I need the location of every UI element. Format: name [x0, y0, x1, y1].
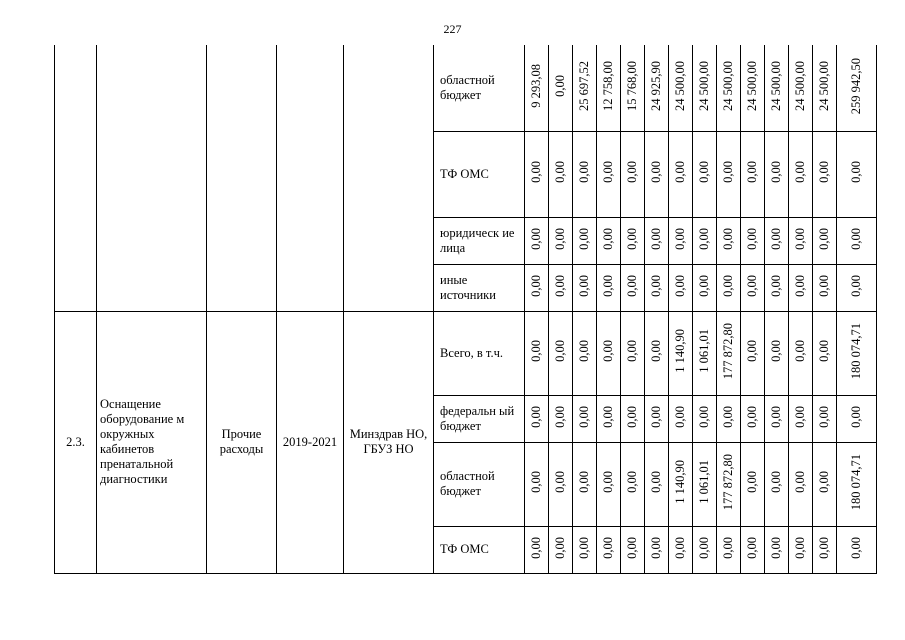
number-cell — [55, 45, 97, 311]
value-text: 0,00 — [849, 161, 863, 183]
value-text: 0,00 — [601, 274, 615, 297]
value-text: 0,00 — [745, 161, 759, 183]
value-text: 0,00 — [601, 161, 615, 183]
source-cell — [434, 45, 525, 131]
value-cell — [765, 45, 789, 131]
value-text: 0,00 — [529, 340, 543, 362]
value-cell — [813, 395, 837, 442]
value-text: 24 500,00 — [745, 60, 759, 111]
value-cell — [693, 217, 717, 264]
value-text: 0,00 — [577, 227, 591, 250]
value-text: 0,00 — [817, 405, 831, 428]
value-text: 0,00 — [745, 340, 759, 362]
value-text: 0,00 — [769, 405, 783, 428]
value-text: 0,00 — [793, 227, 807, 250]
value-text: 0,00 — [601, 536, 615, 559]
value-cell — [525, 442, 549, 526]
value-text: 0,00 — [817, 274, 831, 297]
expense-type-text: Прочие расходы — [219, 427, 264, 456]
value-cell — [717, 264, 741, 311]
value-cell — [597, 526, 621, 573]
value-cell — [549, 131, 573, 217]
value-text: 0,00 — [553, 274, 567, 297]
value-text: 0,00 — [721, 536, 735, 559]
value-cell — [621, 45, 645, 131]
value-text: 0,00 — [553, 536, 567, 559]
value-text: 0,00 — [553, 340, 567, 362]
value-text: 24 500,00 — [721, 60, 735, 111]
value-text: 0,00 — [817, 471, 831, 493]
value-text: 25 697,52 — [577, 60, 591, 111]
value-text: 24 500,00 — [697, 60, 711, 111]
value-text: 1 140,90 — [673, 460, 687, 504]
value-text: 0,00 — [849, 536, 863, 559]
value-text: 0,00 — [721, 161, 735, 183]
value-text: 0,00 — [769, 471, 783, 493]
value-cell — [813, 311, 837, 395]
value-cell — [741, 131, 765, 217]
value-text: 0,00 — [793, 536, 807, 559]
value-text: 0,00 — [849, 227, 863, 250]
value-text: 0,00 — [529, 405, 543, 428]
value-cell — [717, 45, 741, 131]
source-cell — [434, 131, 525, 217]
value-text: 0,00 — [793, 405, 807, 428]
value-cell — [621, 311, 645, 395]
value-text: 0,00 — [553, 161, 567, 183]
value-cell — [573, 264, 597, 311]
value-text: 1 140,90 — [673, 329, 687, 373]
value-cell — [765, 395, 789, 442]
table-body — [55, 45, 877, 573]
value-cell — [693, 311, 717, 395]
value-cell — [789, 45, 813, 131]
page-number: 227 — [443, 22, 462, 36]
value-text: 0,00 — [649, 161, 663, 183]
value-cell — [837, 311, 877, 395]
value-cell — [645, 395, 669, 442]
value-cell — [789, 264, 813, 311]
value-text: 0,00 — [769, 536, 783, 559]
value-cell — [573, 442, 597, 526]
table-row — [55, 311, 877, 395]
value-cell — [525, 526, 549, 573]
source-label: ТФ ОМС — [440, 542, 489, 556]
value-cell — [813, 217, 837, 264]
value-text: 0,00 — [697, 405, 711, 428]
value-cell — [789, 217, 813, 264]
value-cell — [549, 217, 573, 264]
value-text: 0,00 — [673, 405, 687, 428]
value-cell — [621, 264, 645, 311]
value-cell — [573, 311, 597, 395]
value-cell — [789, 395, 813, 442]
value-text: 0,00 — [553, 471, 567, 493]
value-cell — [645, 442, 669, 526]
name-text: Оснащение оборудование м окружных кабинетов пренатальной диагностики — [100, 397, 185, 486]
value-text: 0,00 — [577, 405, 591, 428]
value-cell — [717, 442, 741, 526]
value-text: 0,00 — [721, 274, 735, 297]
value-cell — [693, 395, 717, 442]
value-text: 24 500,00 — [793, 60, 807, 111]
value-text: 180 074,71 — [849, 322, 863, 380]
value-text: 0,00 — [769, 227, 783, 250]
value-cell — [573, 131, 597, 217]
value-cell — [837, 217, 877, 264]
value-text: 0,00 — [649, 274, 663, 297]
value-cell — [837, 131, 877, 217]
value-text: 0,00 — [793, 340, 807, 362]
value-cell — [741, 217, 765, 264]
value-cell — [645, 311, 669, 395]
value-cell — [813, 264, 837, 311]
value-text: 180 074,71 — [849, 453, 863, 511]
value-cell — [573, 395, 597, 442]
value-cell — [741, 45, 765, 131]
value-text: 0,00 — [673, 536, 687, 559]
value-text: 0,00 — [745, 274, 759, 297]
value-text: 0,00 — [769, 274, 783, 297]
value-text: 0,00 — [553, 74, 567, 97]
table-row — [55, 45, 877, 131]
value-text: 0,00 — [601, 471, 615, 493]
value-text: 0,00 — [793, 161, 807, 183]
value-cell — [525, 311, 549, 395]
source-label: федеральн ый бюджет — [440, 403, 515, 433]
value-cell — [717, 131, 741, 217]
value-text: 0,00 — [745, 536, 759, 559]
value-cell — [549, 526, 573, 573]
value-cell — [621, 442, 645, 526]
source-label: областной бюджет — [440, 469, 495, 498]
value-cell — [765, 217, 789, 264]
value-text: 0,00 — [673, 227, 687, 250]
value-text: 0,00 — [577, 161, 591, 183]
value-cell — [693, 526, 717, 573]
value-text: 0,00 — [745, 405, 759, 428]
source-label: Всего, в т.ч. — [440, 345, 503, 360]
value-cell — [525, 217, 549, 264]
source-label: иные источники — [440, 272, 496, 302]
value-text: 0,00 — [529, 274, 543, 297]
value-text: 0,00 — [649, 471, 663, 493]
value-cell — [813, 45, 837, 131]
value-text: 0,00 — [601, 340, 615, 362]
value-cell — [765, 131, 789, 217]
value-cell — [645, 264, 669, 311]
source-label: юридическ ие лица — [440, 225, 515, 255]
value-cell — [597, 45, 621, 131]
source-cell — [434, 442, 525, 526]
source-label: ТФ ОМС — [440, 166, 489, 181]
value-text: 0,00 — [745, 227, 759, 250]
expense-type-cell — [207, 45, 277, 311]
value-cell — [645, 45, 669, 131]
value-cell — [621, 131, 645, 217]
value-cell — [525, 131, 549, 217]
value-cell — [813, 442, 837, 526]
value-cell — [741, 311, 765, 395]
value-cell — [837, 526, 877, 573]
value-cell — [693, 442, 717, 526]
value-text: 0,00 — [793, 471, 807, 493]
source-cell — [434, 526, 525, 573]
value-text: 0,00 — [625, 340, 639, 362]
value-text: 0,00 — [817, 227, 831, 250]
value-cell — [621, 526, 645, 573]
source-cell — [434, 311, 525, 395]
value-text: 0,00 — [649, 227, 663, 250]
value-cell — [717, 311, 741, 395]
value-cell — [813, 526, 837, 573]
value-cell — [789, 131, 813, 217]
value-cell — [741, 526, 765, 573]
name-cell — [97, 311, 207, 573]
value-text: 0,00 — [529, 161, 543, 183]
value-text: 24 500,00 — [769, 60, 783, 111]
value-cell — [765, 442, 789, 526]
value-cell — [717, 395, 741, 442]
executor-cell — [344, 45, 434, 311]
value-text: 0,00 — [625, 227, 639, 250]
period-cell — [277, 45, 344, 311]
value-text: 0,00 — [673, 161, 687, 183]
value-cell — [525, 45, 549, 131]
value-cell — [789, 526, 813, 573]
value-text: 0,00 — [769, 161, 783, 183]
value-cell — [837, 442, 877, 526]
value-cell — [741, 264, 765, 311]
value-text: 0,00 — [553, 405, 567, 428]
value-cell — [549, 395, 573, 442]
value-cell — [789, 311, 813, 395]
value-text: 0,00 — [697, 274, 711, 297]
value-text: 1 061,01 — [697, 329, 711, 373]
value-text: 0,00 — [649, 536, 663, 559]
value-cell — [789, 442, 813, 526]
number-cell — [55, 311, 97, 573]
value-text: 24 500,00 — [817, 60, 831, 111]
value-text: 0,00 — [529, 471, 543, 493]
value-cell — [597, 395, 621, 442]
value-text: 0,00 — [601, 405, 615, 428]
value-text: 0,00 — [625, 471, 639, 493]
value-cell — [597, 217, 621, 264]
value-text: 0,00 — [769, 340, 783, 362]
source-cell — [434, 395, 525, 442]
budget-table — [54, 45, 877, 574]
value-cell — [717, 526, 741, 573]
value-cell — [621, 395, 645, 442]
value-text: 24 500,00 — [673, 60, 687, 111]
value-text: 0,00 — [817, 536, 831, 559]
value-cell — [573, 526, 597, 573]
value-text: 0,00 — [625, 536, 639, 559]
value-cell — [525, 264, 549, 311]
source-cell — [434, 264, 525, 311]
value-cell — [717, 217, 741, 264]
value-cell — [669, 526, 693, 573]
value-cell — [549, 45, 573, 131]
value-cell — [741, 395, 765, 442]
value-text: 0,00 — [817, 340, 831, 362]
value-text: 0,00 — [649, 340, 663, 362]
value-cell — [669, 395, 693, 442]
period-text: 2019-2021 — [282, 434, 338, 449]
value-text: 259 942,50 — [849, 57, 863, 114]
value-cell — [669, 45, 693, 131]
expense-type-cell — [207, 311, 277, 573]
value-text: 0,00 — [529, 227, 543, 250]
value-cell — [765, 264, 789, 311]
value-text: 1 061,01 — [697, 460, 711, 504]
value-text: 0,00 — [721, 405, 735, 428]
value-text: 0,00 — [577, 471, 591, 493]
value-cell — [693, 131, 717, 217]
value-text: 0,00 — [793, 274, 807, 297]
value-text: 177 872,80 — [721, 322, 735, 380]
value-cell — [645, 526, 669, 573]
value-cell — [669, 264, 693, 311]
source-label: областной бюджет — [440, 72, 495, 102]
value-text: 0,00 — [849, 405, 863, 428]
value-text: 0,00 — [849, 274, 863, 297]
value-cell — [549, 264, 573, 311]
executor-cell — [344, 311, 434, 573]
value-text: 0,00 — [625, 405, 639, 428]
value-cell — [525, 395, 549, 442]
value-cell — [597, 442, 621, 526]
value-cell — [549, 442, 573, 526]
value-cell — [669, 311, 693, 395]
value-text: 0,00 — [673, 274, 687, 297]
value-text: 0,00 — [625, 161, 639, 183]
value-text: 0,00 — [697, 227, 711, 250]
name-cell — [97, 45, 207, 311]
executor-text: Минздрав НО, ГБУЗ НО — [349, 427, 428, 456]
value-text: 0,00 — [577, 340, 591, 362]
value-text: 0,00 — [817, 161, 831, 183]
value-cell — [669, 217, 693, 264]
value-text: 15 768,00 — [625, 60, 639, 111]
value-text: 0,00 — [577, 274, 591, 297]
value-cell — [837, 264, 877, 311]
value-cell — [621, 217, 645, 264]
value-cell — [597, 131, 621, 217]
value-text: 24 925,90 — [649, 60, 663, 111]
period-cell — [277, 311, 344, 573]
value-text: 177 872,80 — [721, 453, 735, 511]
value-cell — [837, 45, 877, 131]
value-text: 0,00 — [745, 471, 759, 493]
value-text: 0,00 — [553, 227, 567, 250]
value-cell — [693, 45, 717, 131]
value-cell — [741, 442, 765, 526]
value-cell — [645, 131, 669, 217]
value-cell — [837, 395, 877, 442]
value-text: 0,00 — [625, 274, 639, 297]
value-cell — [693, 264, 717, 311]
value-cell — [669, 131, 693, 217]
value-text: 0,00 — [697, 161, 711, 183]
value-text: 0,00 — [697, 536, 711, 559]
value-text: 9 293,08 — [529, 63, 543, 108]
value-cell — [813, 131, 837, 217]
value-cell — [597, 264, 621, 311]
value-cell — [765, 526, 789, 573]
value-cell — [765, 311, 789, 395]
number-text: 2.3. — [66, 434, 85, 449]
value-cell — [549, 311, 573, 395]
value-cell — [573, 217, 597, 264]
value-cell — [573, 45, 597, 131]
source-cell — [434, 217, 525, 264]
value-text: 0,00 — [721, 227, 735, 250]
value-text: 0,00 — [529, 536, 543, 559]
value-cell — [669, 442, 693, 526]
value-cell — [645, 217, 669, 264]
value-text: 12 758,00 — [601, 60, 615, 111]
value-text: 0,00 — [601, 227, 615, 250]
value-text: 0,00 — [577, 536, 591, 559]
value-text: 0,00 — [649, 405, 663, 428]
value-cell — [597, 311, 621, 395]
